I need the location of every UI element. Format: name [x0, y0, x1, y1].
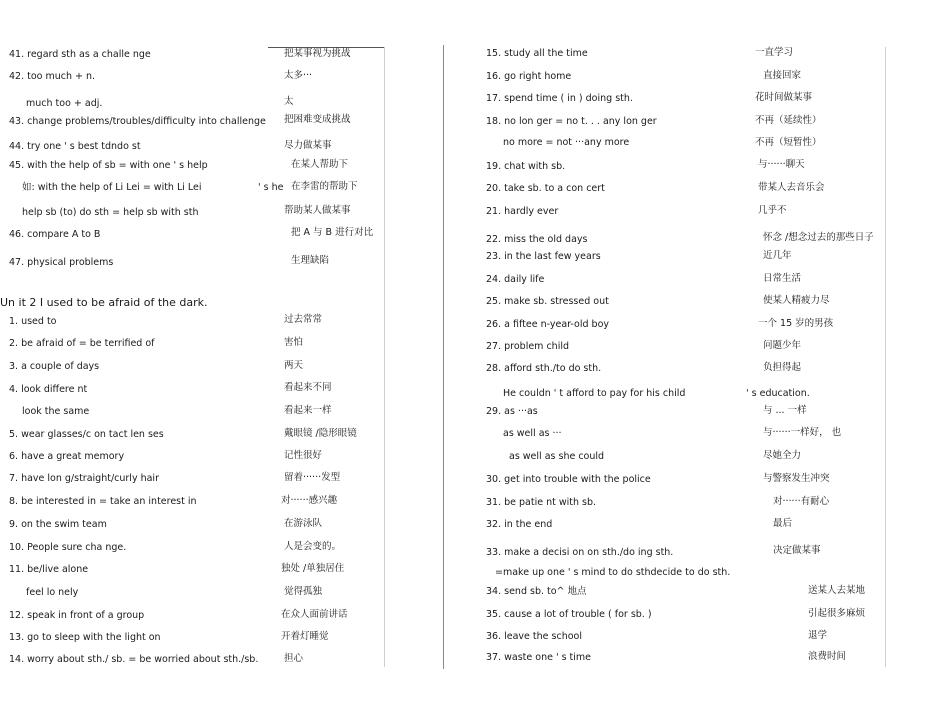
vocab-en: 34. send sb. to^ 地点	[486, 586, 587, 597]
vocab-en: 44. try one ' s best tdndo st	[9, 141, 141, 152]
vocab-en: 45. with the help of sb = with one ' s help	[9, 160, 208, 171]
vocab-en: 30. get into trouble with the police	[486, 474, 651, 485]
vocab-en: 32. in the end	[486, 519, 553, 530]
vocab-en-cont: ' s he	[258, 182, 284, 193]
unit-title: Un it 2 I used to be afraid of the dark.	[0, 296, 208, 309]
vocab-en: 24. daily life	[486, 274, 545, 285]
vocab-zh: 与······一样好， 也	[763, 427, 842, 438]
vocab-en: much too + adj.	[26, 98, 103, 109]
vocab-en: 41. regard sth as a challe nge	[9, 49, 151, 60]
vocab-zh: 与 ... 一样	[763, 405, 807, 416]
vocab-zh: 独处 /单独居住	[281, 563, 345, 574]
vocab-zh: 生理缺陷	[291, 255, 330, 266]
vocab-zh: 退学	[808, 630, 828, 641]
vocab-zh: 几乎不	[758, 205, 787, 216]
vocab-zh: 留着······发型	[284, 472, 341, 483]
vocab-zh: 对······有耐心	[773, 496, 830, 507]
vocab-zh: 浪费时间	[808, 651, 847, 662]
vocab-zh: 在李雷的帮助下	[291, 181, 358, 192]
vocab-zh: 与警察发生冲突	[763, 473, 830, 484]
vocab-zh: 把 A 与 B 进行对比	[291, 227, 374, 238]
vocab-en: 13. go to sleep with the light on	[9, 632, 161, 643]
vocab-zh: 最后	[773, 518, 793, 529]
column-divider	[443, 45, 444, 669]
vocab-zh: 花时间做某事	[755, 92, 813, 103]
vocab-zh: 过去常常	[284, 314, 323, 325]
vocab-zh: 帮助某人做某事	[284, 205, 351, 216]
vocab-zh: 送某人去某地	[808, 585, 866, 596]
vocab-en: 8. be interested in = take an interest in	[9, 496, 197, 507]
vocab-zh: 在游泳队	[284, 518, 323, 529]
vocab-en: 21. hardly ever	[486, 206, 559, 217]
vocab-en: =make up one ' s mind to do sthdecide to do sth.	[495, 567, 731, 578]
right-column-edge	[885, 47, 886, 667]
vocab-en: 46. compare A to B	[9, 229, 101, 240]
vocab-zh: 不再（短暂性）	[755, 137, 822, 148]
vocab-example: He couldn ' t afford to pay for his child	[503, 388, 686, 399]
vocab-en: 26. a fiftee n-year-old boy	[486, 319, 610, 330]
vocab-zh: 两天	[284, 360, 304, 371]
vocab-en: 36. leave the school	[486, 631, 582, 642]
vocab-en: 14. worry about sth./ sb. = be worried about sth./sb.	[9, 654, 259, 665]
vocab-zh: 一直学习	[755, 47, 794, 58]
vocab-en: 15. study all the time	[486, 48, 588, 59]
vocab-en: as well as ···	[503, 428, 562, 439]
vocab-en: 2. be afraid of = be terrified of	[9, 338, 155, 349]
vocab-en: 7. have lon g/straight/curly hair	[9, 473, 159, 484]
vocab-en: 43. change problems/troubles/difficulty into challenge	[9, 116, 266, 127]
vocab-zh: 担心	[284, 653, 304, 664]
vocab-en: 23. in the last few years	[486, 251, 601, 262]
vocab-en: 17. spend time ( in ) doing sth.	[486, 93, 633, 104]
vocab-zh: 问题少年	[763, 340, 802, 351]
vocab-en: 9. on the swim team	[9, 519, 107, 530]
vocab-en: as well as she could	[509, 451, 605, 462]
vocab-zh: 带某人去音乐会	[758, 182, 825, 193]
vocab-zh: 开着灯睡觉	[281, 631, 329, 642]
vocab-zh: 决定做某事	[773, 545, 821, 556]
vocab-en: 3. a couple of days	[9, 361, 100, 372]
vocab-zh: 在众人面前讲话	[281, 609, 348, 620]
vocab-zh: 近几年	[763, 250, 792, 261]
vocab-zh: 看起来不同	[284, 382, 332, 393]
vocab-en: 10. People sure cha nge.	[9, 542, 127, 553]
vocab-zh: 尽力做某事	[284, 140, 332, 151]
vocab-en: look the same	[22, 406, 90, 417]
vocab-en: 35. cause a lot of trouble ( for sb. )	[486, 609, 652, 620]
vocab-en: 37. waste one ' s time	[486, 652, 592, 663]
vocab-zh: 在某人帮助下	[291, 159, 349, 170]
vocab-zh: 对······感兴趣	[281, 495, 338, 506]
vocab-zh: 太	[284, 96, 294, 107]
vocab-en: 12. speak in front of a group	[9, 610, 145, 621]
vocab-en: help sb (to) do sth = help sb with sth	[22, 207, 199, 218]
vocab-en: 16. go right home	[486, 71, 572, 82]
left-column-edge	[384, 47, 385, 667]
vocab-zh: 害怕	[284, 337, 304, 348]
vocab-en: 31. be patie nt with sb.	[486, 497, 597, 508]
vocab-zh: 与······聊天	[758, 159, 805, 170]
vocab-en: 42. too much + n.	[9, 71, 96, 82]
vocab-zh: 负担得起	[763, 362, 802, 373]
vocab-zh: 直接回家	[763, 70, 802, 81]
vocab-en: 4. look differe nt	[9, 384, 88, 395]
vocab-en: 22. miss the old days	[486, 234, 588, 245]
vocab-en: 18. no lon ger = no t. . . any lon ger	[486, 116, 657, 127]
vocab-en: 33. make a decisi on on sth./do ing sth.	[486, 547, 674, 558]
vocab-zh: 日常生活	[763, 273, 802, 284]
vocab-en: 如: with the help of Li Lei = with Li Lei	[22, 182, 202, 193]
vocab-en: 27. problem child	[486, 341, 570, 352]
vocab-zh: 太多···	[284, 70, 313, 81]
vocab-zh: 使某人精疲力尽	[763, 295, 830, 306]
vocab-en: 11. be/live alone	[9, 564, 89, 575]
vocab-zh: 引起很多麻烦	[808, 608, 866, 619]
vocab-en: feel lo nely	[26, 587, 79, 598]
vocab-en: 5. wear glasses/c on tact len ses	[9, 429, 164, 440]
vocab-en: 20. take sb. to a con cert	[486, 183, 605, 194]
vocab-en: 19. chat with sb.	[486, 161, 566, 172]
vocab-zh: 戴眼镜 /隐形眼镜	[284, 428, 357, 439]
vocab-en: 1. used to	[9, 316, 57, 327]
vocab-zh: 记性很好	[284, 450, 323, 461]
vocab-en: 25. make sb. stressed out	[486, 296, 609, 307]
vocab-zh: 把某事视为挑战	[284, 48, 351, 59]
vocab-zh: 觉得孤独	[284, 586, 323, 597]
vocab-zh: 看起来一样	[284, 405, 332, 416]
vocab-zh: 把困难变成挑战	[284, 114, 351, 125]
vocab-zh: 一个 15 岁的男孩	[758, 318, 834, 329]
vocab-zh: 尽她全力	[763, 450, 802, 461]
vocab-en: 47. physical problems	[9, 257, 114, 268]
vocab-en: no more = not ···any more	[503, 137, 630, 148]
vocab-zh: 人是会变的。	[284, 541, 342, 552]
vocab-example-cont: ' s education.	[746, 388, 810, 399]
vocab-en: 6. have a great memory	[9, 451, 125, 462]
vocab-en: 29. as ···as	[486, 406, 538, 417]
vocab-zh: 不再（延续性）	[755, 115, 822, 126]
vocab-en: 28. afford sth./to do sth.	[486, 363, 602, 374]
vocab-zh: 怀念 /想念过去的那些日子	[763, 232, 874, 243]
